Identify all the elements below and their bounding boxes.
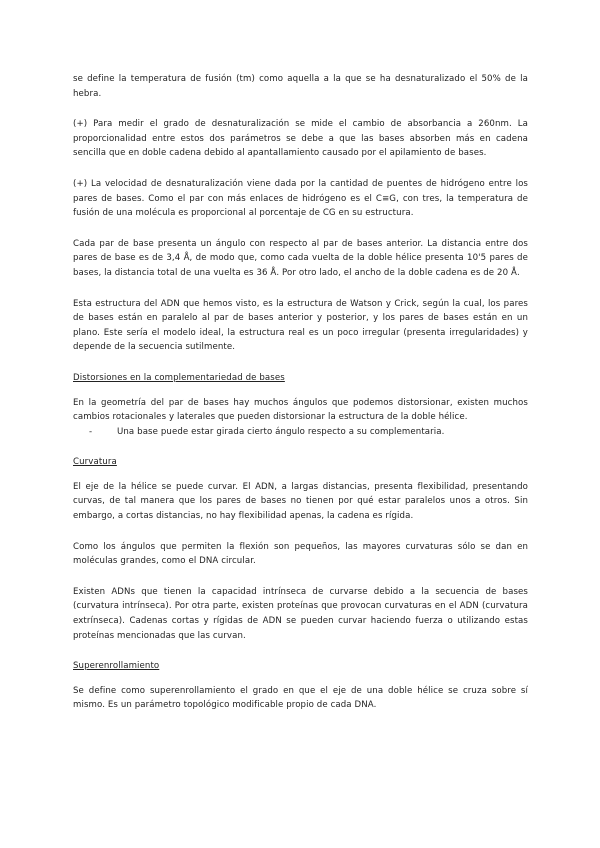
paragraph-superenrollamiento: Se define como superenrollamiento el grado en que el eje de una doble hélice se cruza sobre sí mismo. Es un parámetro topológico modificable propio de cada DNA. [73,685,528,711]
paragraph-curvatura-2: Como los ángulos que permiten la flexión son pequeños, las mayores curvaturas sólo se dan en moléculas grandes, como el DNA circular. [73,541,528,567]
paragraph-base-pair-geometry: Cada par de base presenta un ángulo con respecto al par de bases anterior. La distancia entre dos pares de base es de 3,4 Å, de modo que, como cada vuelta de la doble hélice presenta 10'5 pares de bases, la distancia total de una vuelta es 36 Å. Por otro lado, el ancho de la doble cadena es de 20 Å. [73,238,528,278]
paragraph-denaturation-speed: (+) La velocidad de desnaturalización viene dada por la cantidad de puentes de hidrógeno entre los pares de bases. Como el par con más enlaces de hidrógeno es el C≡G, con tres, la temperatura de fusión de una molécula es proporcional al porcentaje de CG en su estructura. [73,178,528,219]
paragraph-curvatura-1: El eje de la hélice se puede curvar. El ADN, a largas distancias, presenta flexibilidad, presentando curvas, de tal manera que los pares de bases no tienen por qué estar paralelos unos a otros. Sin embargo, a cortas distancias, no hay flexibilidad apenas, la cadena es rígida. [73,481,528,522]
paragraph-distorsiones: En la geometría del par de bases hay muchos ángulos que podemos distorsionar, existen muchos cambios rotacionales y laterales que pueden distorsionar la estructura de la doble hélice. [73,397,528,423]
heading-curvatura: Curvatura [73,457,117,468]
paragraph-curvatura-3: Existen ADNs que tienen la capacidad intrínseca de curvarse debido a la secuencia de bases (curvatura intrínseca). Por otra parte, existen proteínas que provocan curvaturas en el ADN (curvatura extrínseca). Cadenas cortas y rígidas de ADN se pueden curvar haciendo fuerza o utilizando estas proteínas mencionadas que las curvan. [73,586,528,641]
bullet-text: Una base puede estar girada cierto ángulo respecto a su complementaria. [117,426,445,437]
heading-superenrollamiento: Superenrollamiento [73,661,160,672]
bullet-marker: - [89,426,93,437]
paragraph-melting-temperature: se define la temperatura de fusión (tm) como aquella a la que se ha desnaturalizado el 50% de la hebra. [73,74,528,99]
heading-distorsiones: Distorsiones en la complementariedad de bases [73,372,285,383]
bullet-item [89,425,528,440]
paragraph-watson-crick: Esta estructura del ADN que hemos visto, es la estructura de Watson y Crick, según la cual, los pares de bases están en paralelo al par de bases anterior y posterior, y los pares de bases están en un plano. Este sería el modelo ideal, la estructura real es un poco irregular (presenta irregularidades) y depende de la secuencia sutilmente. [73,298,528,353]
paragraph-absorbance: (+) Para medir el grado de desnaturalización se mide el cambio de absorbancia a 260nm. La proporcionalidad entre estos dos parámetros se debe a que las bases absorben más en cadena sencilla que en doble cadena debido al apantallamiento causado por el apilamiento de bases. [73,119,528,159]
